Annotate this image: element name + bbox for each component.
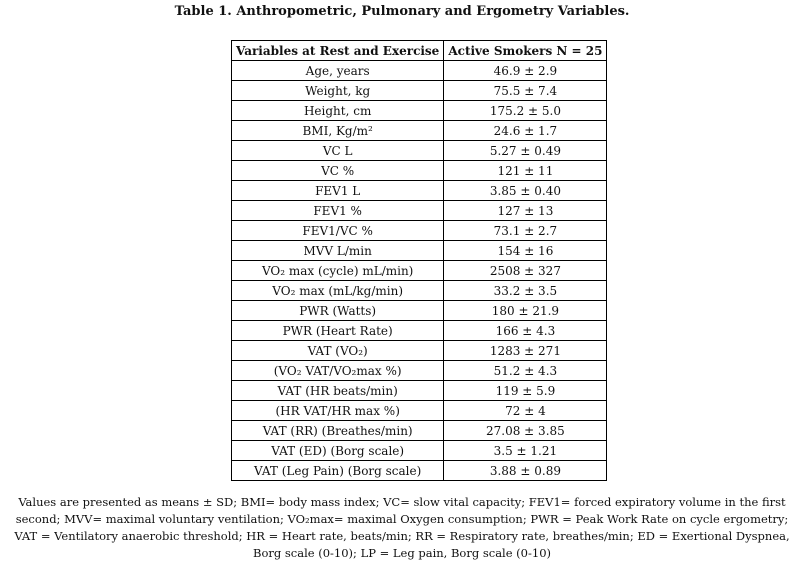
table-title: Table 1. Anthropometric, Pulmonary and Ergometry Variables.: [174, 4, 630, 19]
variable-cell: PWR (Watts): [232, 301, 444, 321]
table-row: [232, 101, 607, 121]
value-cell: 1283 ± 271: [444, 341, 607, 361]
table-row: [232, 321, 607, 341]
value-cell: 180 ± 21.9: [444, 301, 607, 321]
table-row: [232, 161, 607, 181]
value-cell: 33.2 ± 3.5: [444, 281, 607, 301]
value-cell: 2508 ± 327: [444, 261, 607, 281]
table-row: [232, 181, 607, 201]
value-cell: 27.08 ± 3.85: [444, 421, 607, 441]
variable-cell: VC %: [232, 161, 444, 181]
table-row: [232, 221, 607, 241]
value-cell: 175.2 ± 5.0: [444, 101, 607, 121]
value-cell: 72 ± 4: [444, 401, 607, 421]
variable-cell: VAT (ED) (Borg scale): [232, 441, 444, 461]
table-body: [232, 61, 607, 481]
variables-table: [231, 40, 607, 481]
value-cell: 3.88 ± 0.89: [444, 461, 607, 481]
table-row: [232, 341, 607, 361]
value-cell: 127 ± 13: [444, 201, 607, 221]
table-row: [232, 241, 607, 261]
table-row: [232, 121, 607, 141]
variable-cell: VAT (HR beats/min): [232, 381, 444, 401]
variable-cell: VO₂ max (mL/kg/min): [232, 281, 444, 301]
table-footnote: Values are presented as means ± SD; BMI= body mass index; VC= slow vital capacity; FEV1= forced expiratory volume in the first second; MVV= maximal voluntary ventilation; VO₂max= maximal Oxygen consumption; PWR = Peak Work Rate on cycle ergometry; VAT = Ventilatory anaerobic threshold; HR = Heart rate, beats/min; RR = Respiratory rate, breathes/min; ED = Exertional Dyspnea, Borg scale (0-10); LP = Leg pain, Borg scale (0-10): [14, 495, 790, 560]
variable-cell: Weight, kg: [232, 81, 444, 101]
value-cell: 46.9 ± 2.9: [444, 61, 607, 81]
value-cell: 73.1 ± 2.7: [444, 221, 607, 241]
value-cell: 121 ± 11: [444, 161, 607, 181]
variable-cell: FEV1 %: [232, 201, 444, 221]
variable-cell: Height, cm: [232, 101, 444, 121]
table-row: [232, 381, 607, 401]
value-cell: 166 ± 4.3: [444, 321, 607, 341]
header-variables: Variables at Rest and Exercise: [232, 41, 444, 61]
variable-cell: VAT (Leg Pain) (Borg scale): [232, 461, 444, 481]
variable-cell: VAT (VO₂): [232, 341, 444, 361]
value-cell: 5.27 ± 0.49: [444, 141, 607, 161]
variable-cell: PWR (Heart Rate): [232, 321, 444, 341]
table-row: [232, 61, 607, 81]
variable-cell: VC L: [232, 141, 444, 161]
table-row: [232, 461, 607, 481]
table-row: [232, 201, 607, 221]
table-row: [232, 401, 607, 421]
variable-cell: Age, years: [232, 61, 444, 81]
value-cell: 154 ± 16: [444, 241, 607, 261]
value-cell: 51.2 ± 4.3: [444, 361, 607, 381]
table-row: [232, 81, 607, 101]
value-cell: 24.6 ± 1.7: [444, 121, 607, 141]
table-row: [232, 421, 607, 441]
variable-cell: (HR VAT/HR max %): [232, 401, 444, 421]
table-row: [232, 141, 607, 161]
value-cell: 3.5 ± 1.21: [444, 441, 607, 461]
table-row: [232, 361, 607, 381]
header-active-smokers: Active Smokers N = 25: [444, 41, 607, 61]
value-cell: 119 ± 5.9: [444, 381, 607, 401]
value-cell: 75.5 ± 7.4: [444, 81, 607, 101]
table-row: [232, 301, 607, 321]
variable-cell: MVV L/min: [232, 241, 444, 261]
table-row: [232, 281, 607, 301]
variable-cell: BMI, Kg/m²: [232, 121, 444, 141]
value-cell: 3.85 ± 0.40: [444, 181, 607, 201]
variable-cell: FEV1 L: [232, 181, 444, 201]
table-row: [232, 441, 607, 461]
variable-cell: (VO₂ VAT/VO₂max %): [232, 361, 444, 381]
variable-cell: VO₂ max (cycle) mL/min): [232, 261, 444, 281]
variable-cell: FEV1/VC %: [232, 221, 444, 241]
table-header-row: [232, 41, 607, 61]
table-row: [232, 261, 607, 281]
variable-cell: VAT (RR) (Breathes/min): [232, 421, 444, 441]
